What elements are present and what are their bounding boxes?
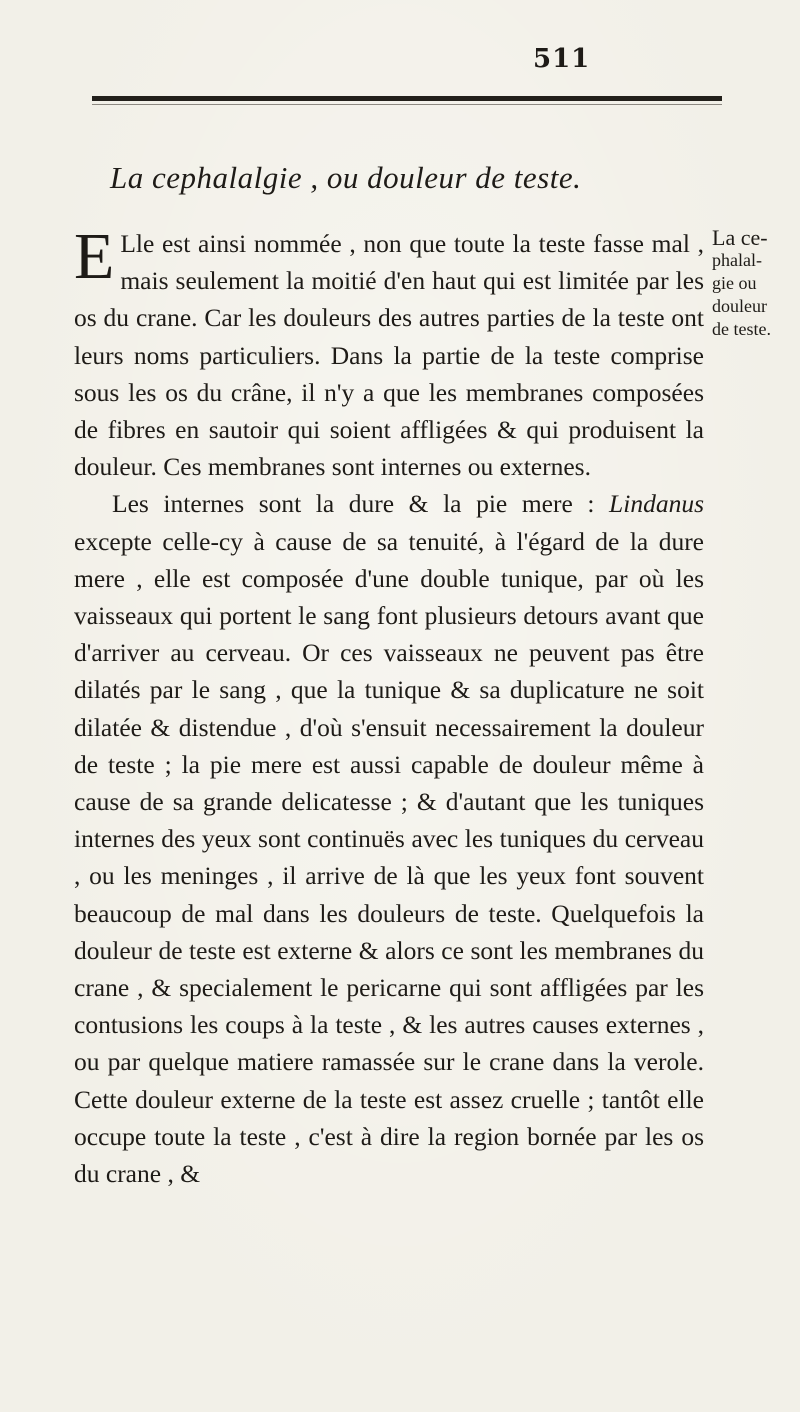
margin-note-line: douleur bbox=[712, 296, 767, 316]
header-rule bbox=[92, 96, 722, 101]
page-number: 511 bbox=[533, 44, 591, 74]
section-heading: La cephalalgie , ou douleur de teste. bbox=[110, 160, 582, 195]
margin-note bbox=[712, 226, 796, 341]
body-text bbox=[74, 220, 704, 1192]
header-rule-thin bbox=[92, 104, 722, 105]
paragraph-1 bbox=[74, 220, 704, 485]
drop-cap: E bbox=[74, 220, 115, 293]
author-name-lindanus: Lindanus bbox=[609, 489, 704, 519]
paragraph-1-text: Lle est ainsi nommée , non que toute la teste fasse mal , mais seulement la moitié d'en haut qui est limitée par les os du crane. Car les douleurs des autres parties de la teste ont leurs noms particuliers. Dans la partie de la teste comprise sous les os du crâne, il n'y a que les membranes composées de fibres en sautoir qui soient affligées & qui produisent la douleur. Ces membranes sont internes ou externes. bbox=[74, 229, 704, 482]
paragraph-2-text-start: Les internes sont la dure & la pie mere : bbox=[112, 489, 610, 519]
margin-note-line: La ce- bbox=[712, 225, 768, 250]
paragraph-2-text-rest: excepte celle-cy à cause de sa tenuité, à l'égard de la dure mere , elle est composée d'une double tunique, par où les vaisseaux qui portent le sang font plusieurs detours avant que d'arriver au cerveau. Or ces vaisseaux ne peuvent pas être dilatés par le sang , que la tunique & sa duplicature ne soit dilatée & distendue , d'où s'ensuit necessairement la douleur de teste ; la pie mere est aussi capable de douleur même à cause de sa grande delicatesse ; & d'autant que les tuniques internes des yeux sont continuës avec les tuniques du cerveau , ou les meninges , il arrive de là que les yeux font souvent beaucoup de mal dans les douleurs de teste. Quelquefois la douleur de teste est externe & alors ce sont les membranes du crane , & specialement le pericarne qui sont affligées par les contusions les coups à la teste , & les autres causes externes , ou par quelque matiere ramassée sur le crane dans la verole. Cette douleur externe de la teste est assez cruelle ; tantôt elle occupe toute la teste , c'est à dire la region bornée par les os du crane , & bbox=[74, 526, 704, 1189]
paragraph-2 bbox=[74, 485, 704, 1192]
margin-note-line: phalal- bbox=[712, 250, 762, 270]
margin-note-line: de teste. bbox=[712, 319, 771, 339]
margin-note-line: gie ou bbox=[712, 273, 757, 293]
